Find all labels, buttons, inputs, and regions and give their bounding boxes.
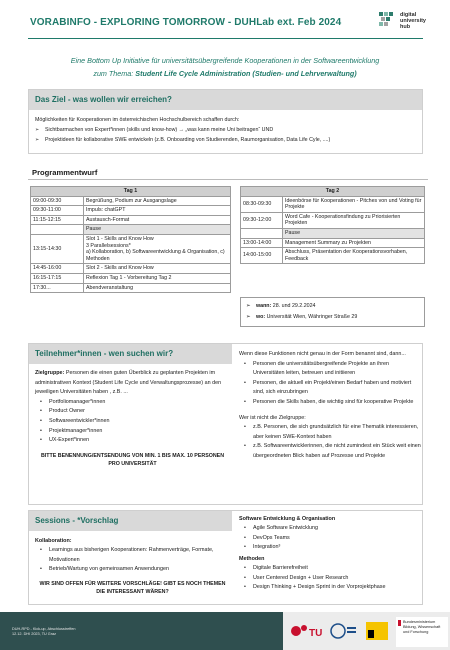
tu-logo-icon (290, 620, 326, 642)
goal-heading: Das Ziel - was wollen wir erreichen? (29, 90, 422, 110)
swe-list (239, 524, 421, 552)
day2-header: Tag 2 (241, 187, 425, 197)
goal-bullet: ➢ Projektideen für kollaborative SWE entwickeln (z.B. Onboarding von Studierenden, Raumorganisation, Data Life Cyle, ....) (35, 137, 331, 143)
hub-logo-text: digital university hub (400, 12, 426, 30)
hub-logo-icon (378, 10, 396, 30)
digital-university-hub-logo (378, 8, 438, 34)
program-divider (28, 179, 428, 180)
page-title: VORABINFO - EXPLORING TOMORROW - DUHLab ext. Feb 2024 (30, 17, 342, 28)
collab-label: Kollaboration: (35, 538, 72, 544)
sessions-heading: Sessions - *Vorschlag (29, 511, 232, 531)
arrow-bullet-icon: ➢ (35, 137, 40, 143)
table-row: 16:15-17:15 Reflexion Tag 1 - Vorbereitung Tag 2 (31, 273, 231, 283)
table-row: Pause (31, 225, 231, 235)
list-item: • Design Thinking + Design Sprint in der Vorprojektphase (239, 583, 421, 592)
list-item: • Personen die universitätsübergreifende Projekte an ihren Universitäten leiten, betreuen und initiieren (239, 360, 421, 379)
day2-schedule-table (240, 186, 425, 264)
table-row: 09:30-12:00 Word Cafe - Kooperationsfindung zu Priorisierten Projekten (241, 212, 425, 228)
table-row: 09:00-09:30 Begrüßung, Podium zur Ausgangslage (31, 196, 231, 206)
list-item: • Projektmanager*innen (35, 427, 230, 437)
methods-list (239, 564, 421, 592)
list-item: • Portfoliomanager*innen (35, 398, 230, 408)
university-vienna-logo-icon (330, 620, 358, 642)
day1-header: Tag 1 (31, 187, 231, 197)
list-item: • Integration³ (239, 543, 421, 552)
svg-text:TU: TU (309, 628, 323, 639)
sessions-section (28, 510, 423, 605)
list-item: • Digitale Barrierefreiheit (239, 564, 421, 573)
arrow-bullet-icon: ➢ (246, 303, 251, 309)
nomination-note: BITTE BENENNUNG/ENTSENDUNG VON MIN. 1 BIS MAX. 10 PERSONEN PRO UNIVERSITÄT (40, 452, 225, 467)
table-row: 14:45-16:00 Slot 2 - Skills and Know How (31, 264, 231, 274)
not-target-label: Wer ist nicht die Zielgruppe: (239, 414, 306, 421)
footer-meta: DUH-RPD - Kick-up, Abschlusstreffen 12.12. DHI 2023, TU Graz (12, 627, 76, 636)
list-item: • DevOps Teams (239, 534, 421, 543)
header-divider (28, 38, 423, 39)
participants-heading: Teilnehmer*innen - wen suchen wir? (29, 344, 232, 364)
swe-label: Software Entwicklung & Organisation (239, 516, 336, 522)
alternative-list (239, 360, 421, 408)
table-row: 08:30-09:30 Ideenbörse für Kooperationen - Pitches von und Voting für Projekte (241, 196, 425, 212)
list-item: • Product Owner (35, 407, 230, 417)
event-location: ➢ wo: Universität Wien, Währinger Straße 29 (246, 312, 419, 323)
suggestions-cta: WIR SIND OFFEN FÜR WEITERE VORSCHLÄGE! GIBT ES NOCH THEMEN DIE INTERESSANT WÄREN? (39, 581, 226, 596)
list-item: • User Centered Design + User Research (239, 574, 421, 583)
list-item: • Personen die Skills haben, die wichtig sind für kooperative Projekte (239, 398, 421, 408)
target-group-text: Zielgruppe: Personen die einen guten Überblick zu geplanten Projekten im administrativen Kontext (Student Life Cycle und Verwaltungsprozesse) an den jeweiligen Universitäten haben , z.B. ... (35, 370, 222, 396)
collab-list (35, 546, 230, 574)
list-item: • Agile Software Entwicklung (239, 524, 421, 533)
austria-flag-icon (398, 620, 401, 626)
event-info-box (240, 297, 425, 327)
program-title: Programmentwurf (32, 168, 98, 177)
page-header (0, 0, 450, 42)
goal-section (28, 89, 423, 154)
event-date: ➢ wann: 28. und 29.2.2024 (246, 301, 419, 312)
list-item: • Betrieb/Wartung von gemeinsamen Anwendungen (35, 565, 230, 574)
list-item: • Softwareentwickler*innen (35, 417, 230, 427)
list-item: • z.B. Softwareentwicklerinnen, die nicht zumindest ein Stück weit einen übergeordneten Blick haben auf Prozesse und Projekte (239, 442, 421, 461)
not-target-list (239, 423, 421, 461)
goal-intro: Möglichkeiten für Kooperationen im österreichischen Hochschulbereich schaffen durch: (35, 117, 240, 123)
page-footer (0, 612, 450, 650)
footer-dark-band (0, 612, 283, 650)
roles-list (35, 398, 230, 446)
table-row: 09:30-11:00 Impuls: chatGPT (31, 206, 231, 216)
subtitle: Eine Bottom Up Initiative für universitätsübergreifende Kooperationen in der Softwareentwicklung zum Thema: Student Life Cycle Administration (Studien- und Lehrverwaltung) (70, 56, 380, 78)
table-row: 17:30... Abendveranstaltung (31, 283, 231, 293)
table-row: 11:15-12:15 Austausch-Format (31, 215, 231, 225)
methods-label: Methoden (239, 556, 265, 563)
table-row: Pause (241, 228, 425, 238)
arrow-bullet-icon: ➢ (35, 127, 40, 133)
list-item: • Personen, die aktuell ein Projekt/einen Bedarf haben und motiviert sind, sich einzubringen (239, 379, 421, 398)
goal-bullet: ➢ Sichtbarmachen von Expert*innen (skills und know-how) → „was kann meine Uni beitragen“ UND (35, 127, 274, 133)
day1-schedule-table (30, 186, 231, 293)
table-row: 14:00-15:00 Abschluss, Präsentation der Kooperationsvorhaben, Feedback (241, 248, 425, 264)
participants-section (28, 343, 423, 505)
alternative-intro: Wenn diese Funktionen nicht genau in der Form benannt sind, dann... (239, 351, 406, 357)
list-item: • UX-Expert*innen (35, 436, 230, 446)
table-row: 13:00-14:00 Management Summary zu Projekten (241, 238, 425, 248)
list-item: • z.B. Personen, die sich grundsätzlich für eine Thematik interessieren, aber keinen SWE-Kontext haben (239, 423, 421, 442)
ministry-logo: Bundesministerium Bildung, Wissenschaft und Forschung (396, 617, 448, 647)
partner-logo-icon (364, 620, 392, 644)
list-item: • Learnings aus bisherigen Kooperationen: Rahmenverträge, Formate, Motivationen (35, 546, 230, 565)
arrow-bullet-icon: ➢ (246, 314, 251, 320)
table-row: 13:15-14:30 Slot 1 - Skills and Know How 3 Parallelsessions* a) Kollaboration, b) Softwareentwicklung & Organisation, c) Methoden (31, 234, 231, 263)
